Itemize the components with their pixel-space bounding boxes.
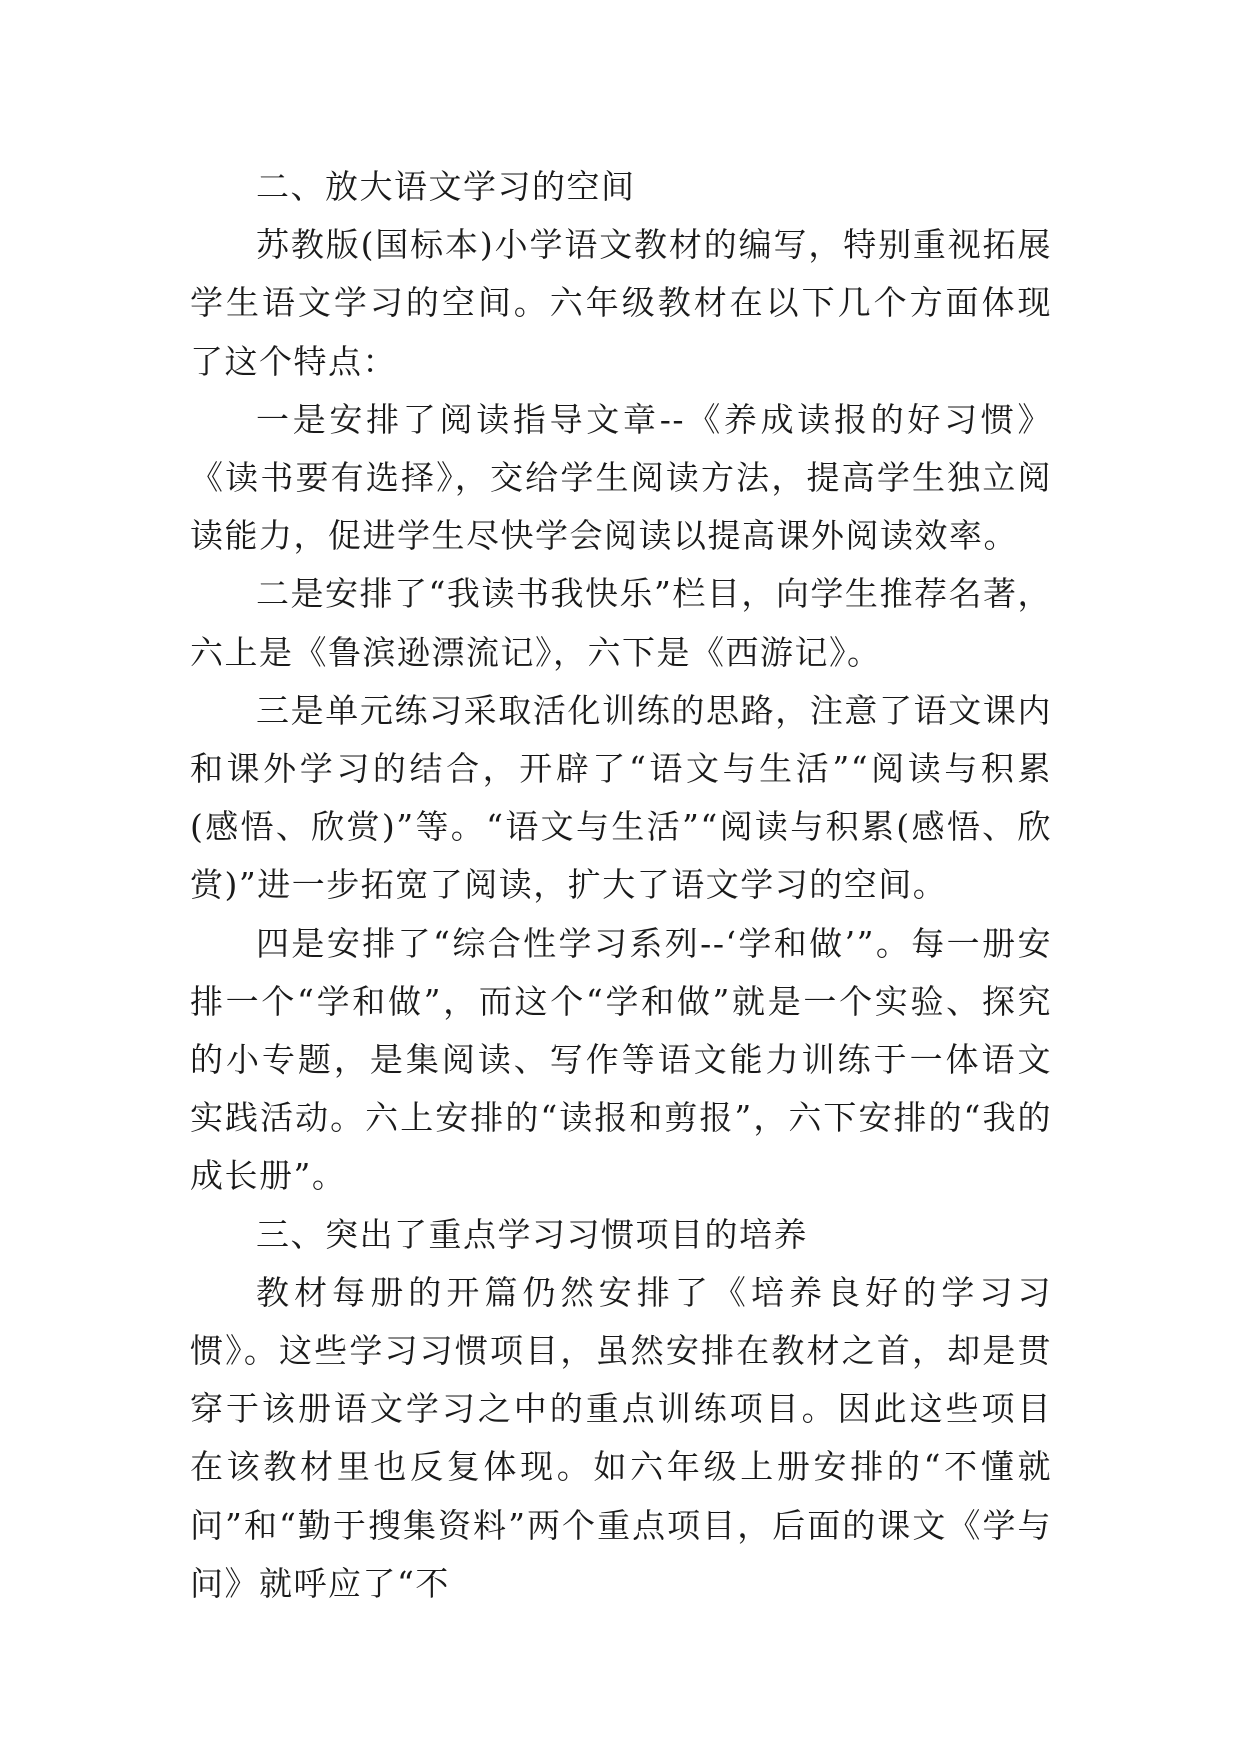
body-paragraph: 二是安排了“我读书我快乐”栏目，向学生推荐名著，六上是《鲁滨逊漂流记》，六下是《西游记》。 (190, 574, 1052, 672)
document-body (190, 158, 1052, 1613)
body-paragraph: 教材每册的开篇仍然安排了《培养良好的学习习惯》。这些学习习惯项目，虽然安排在教材之首，却是贯穿于该册语文学习之中的重点训练项目。因此这些项目在该教材里也反复体现。如六年级上册安排的“不懂就问”和“勤于搜集资料”两个重点项目，后面的课文《学与问》就呼应了“不 (190, 1272, 1052, 1603)
body-paragraph: 四是安排了“综合性学习系列--‘学和做’”。每一册安排一个“学和做”，而这个“学和做”就是一个实验、探究的小专题，是集阅读、写作等语文能力训练于一体语文实践活动。六上安排的“读报和剪报”，六下安排的“我的成长册”。 (190, 923, 1052, 1196)
body-paragraph: 一是安排了阅读指导文章--《养成读报的好习惯》《读书要有选择》，交给学生阅读方法，提高学生独立阅读能力，促进学生尽快学会阅读以提高课外阅读效率。 (190, 399, 1052, 556)
body-paragraph: 三是单元练习采取活化训练的思路，注意了语文课内和课外学习的结合，开辟了“语文与生活”“阅读与积累(感悟、欣赏)”等。“语文与生活”“阅读与积累(感悟、欣赏)”进一步拓宽了阅读，扩大了语文学习的空间。 (190, 690, 1052, 905)
body-paragraph: 苏教版(国标本)小学语文教材的编写，特别重视拓展学生语文学习的空间。六年级教材在以下几个方面体现了这个特点： (190, 225, 1052, 381)
section-heading: 三、突出了重点学习习惯项目的培养 (256, 1214, 808, 1254)
section-heading: 二、放大语文学习的空间 (256, 167, 636, 206)
